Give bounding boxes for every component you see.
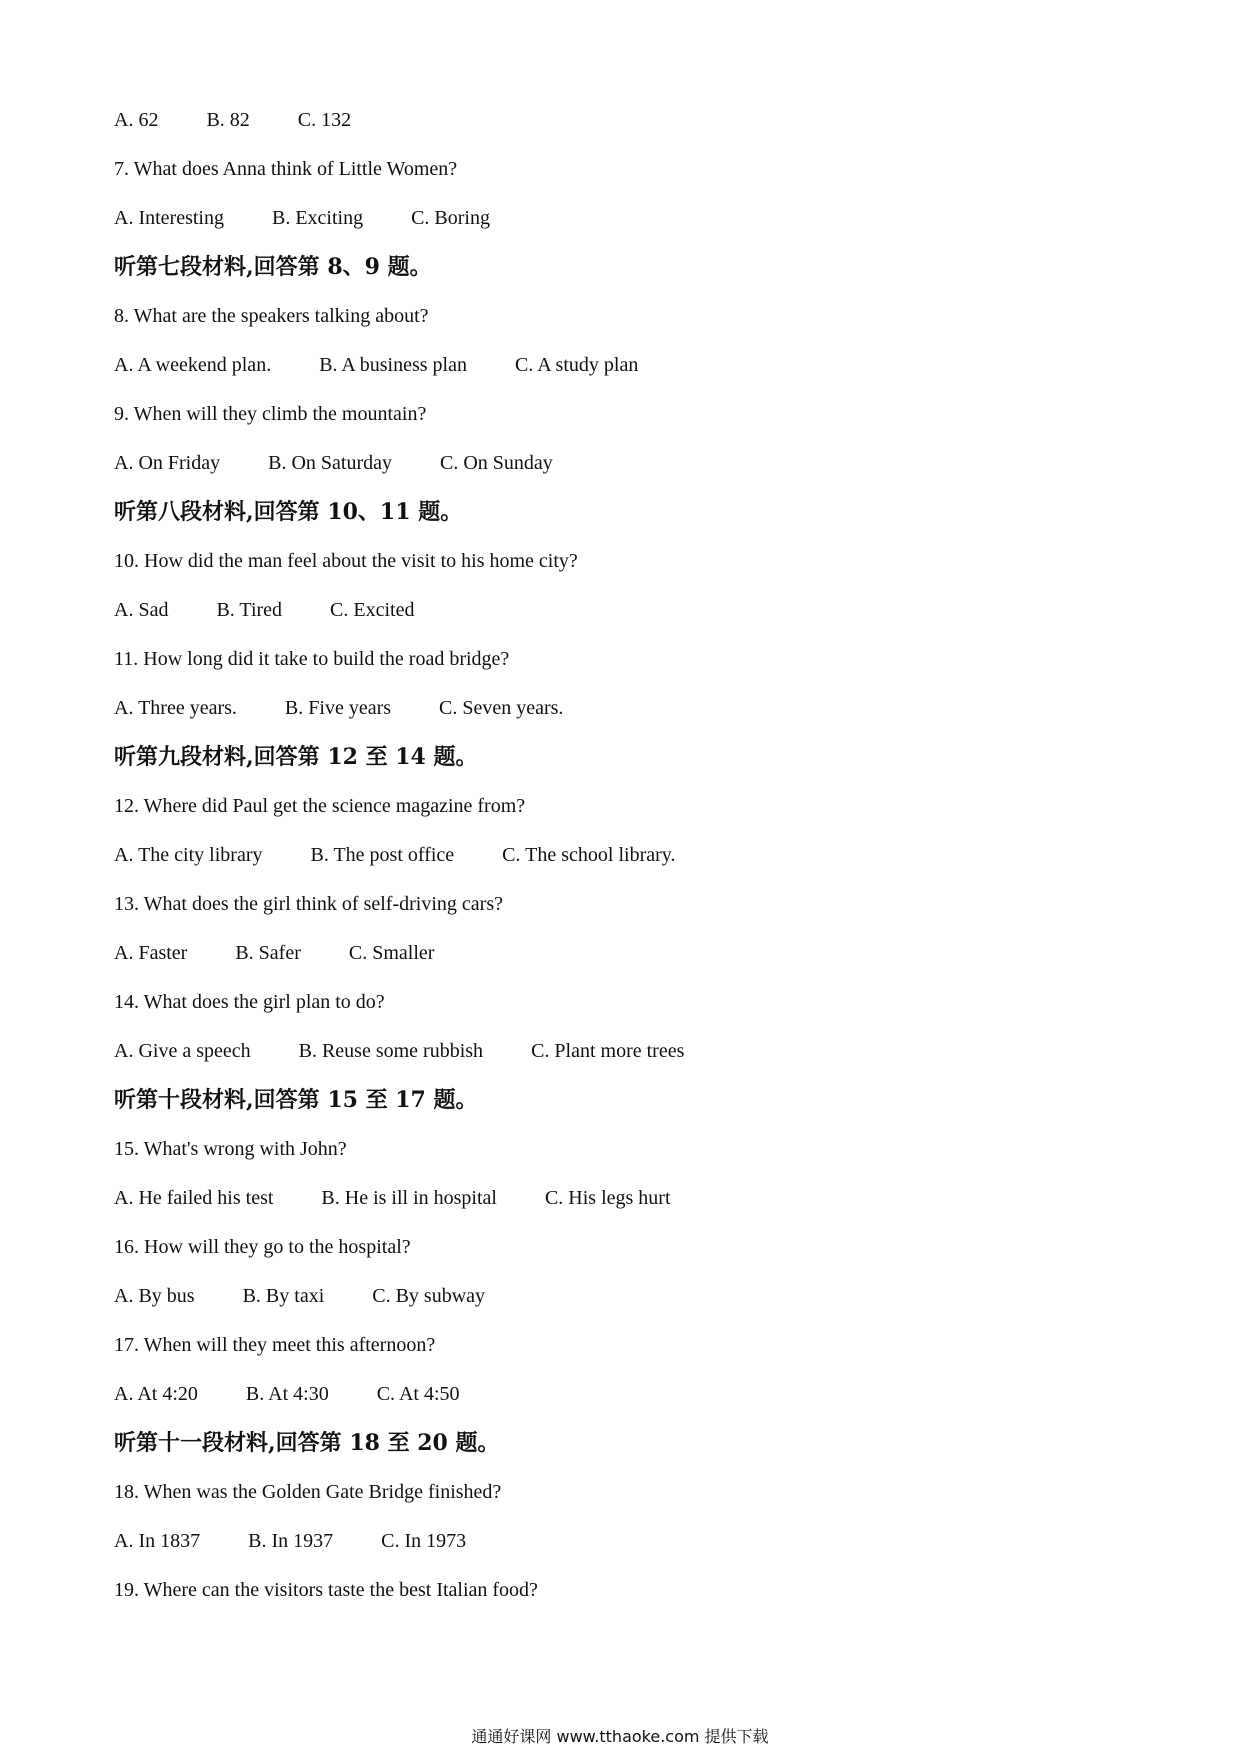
answer-option: C. Seven years. <box>439 697 564 719</box>
answer-option: A. Three years. <box>114 697 237 719</box>
answer-option: B. Reuse some rubbish <box>298 1040 484 1062</box>
answer-options <box>114 1174 1134 1223</box>
answer-option: C. By subway <box>372 1285 486 1307</box>
answer-option: B. Tired <box>216 599 283 621</box>
answer-option: C. 132 <box>297 109 352 131</box>
answer-options <box>114 1027 1134 1076</box>
section-heading: 听第八段材料,回答第 10、11 题。 <box>114 499 463 525</box>
question-text: 11. How long did it take to build the road bridge? <box>114 648 510 670</box>
answer-options <box>114 439 1134 488</box>
answer-options <box>114 684 1134 733</box>
answer-options <box>114 929 1134 978</box>
answer-option: A. In 1837 <box>114 1530 201 1552</box>
answer-options <box>114 341 1134 390</box>
answer-option: A. A weekend plan. <box>114 354 272 376</box>
question-text: 9. When will they climb the mountain? <box>114 403 427 425</box>
answer-option: B. He is ill in hospital <box>321 1187 497 1209</box>
question-text: 13. What does the girl think of self-driving cars? <box>114 893 503 915</box>
answer-option: B. Safer <box>235 942 301 964</box>
answer-option: A. 62 <box>114 109 159 131</box>
answer-option: A. Sad <box>114 599 169 621</box>
answer-option: B. Five years <box>284 697 392 719</box>
question-text: 8. What are the speakers talking about? <box>114 305 429 327</box>
answer-option: B. On Saturday <box>268 452 392 474</box>
question-list <box>114 96 1134 1615</box>
question-text: 16. How will they go to the hospital? <box>114 1236 411 1258</box>
question-text: 7. What does Anna think of Little Women? <box>114 158 458 180</box>
answer-option: B. By taxi <box>242 1285 325 1307</box>
answer-options <box>114 1517 1134 1566</box>
section-heading: 听第十段材料,回答第 15 至 17 题。 <box>114 1087 478 1113</box>
question-text: 17. When will they meet this afternoon? <box>114 1334 436 1356</box>
answer-option: C. Excited <box>330 599 415 621</box>
answer-option: A. He failed his test <box>114 1187 274 1209</box>
answer-option: B. The post office <box>310 844 455 866</box>
document-page <box>114 96 1134 1615</box>
answer-option: B. 82 <box>206 109 250 131</box>
answer-options <box>114 96 1134 145</box>
answer-options <box>114 194 1134 243</box>
answer-option: C. A study plan <box>514 354 639 376</box>
answer-option: C. His legs hurt <box>544 1187 671 1209</box>
answer-option: A. Faster <box>114 942 188 964</box>
answer-options <box>114 831 1134 880</box>
answer-option: A. The city library <box>114 844 263 866</box>
answer-option: C. Smaller <box>348 942 435 964</box>
answer-option: B. At 4:30 <box>245 1383 329 1405</box>
question-text: 19. Where can the visitors taste the best Italian food? <box>114 1579 538 1601</box>
answer-option: A. On Friday <box>114 452 221 474</box>
answer-options <box>114 1370 1134 1419</box>
question-text: 15. What's wrong with John? <box>114 1138 347 1160</box>
question-text: 12. Where did Paul get the science magazine from? <box>114 795 526 817</box>
answer-option: A. By bus <box>114 1285 195 1307</box>
page-footer: 通通好课网 www.tthaoke.com 提供下载 <box>471 1727 769 1746</box>
section-heading: 听第七段材料,回答第 8、9 题。 <box>114 254 432 280</box>
question-text: 10. How did the man feel about the visit to his home city? <box>114 550 578 572</box>
section-heading: 听第九段材料,回答第 12 至 14 题。 <box>114 744 478 770</box>
section-heading: 听第十一段材料,回答第 18 至 20 题。 <box>114 1430 500 1456</box>
answer-option: B. A business plan <box>319 354 467 376</box>
question-text: 18. When was the Golden Gate Bridge finished? <box>114 1481 502 1503</box>
question-text: 14. What does the girl plan to do? <box>114 991 385 1013</box>
answer-option: C. In 1973 <box>381 1530 467 1552</box>
answer-options <box>114 1272 1134 1321</box>
answer-option: A. Interesting <box>114 207 224 229</box>
answer-option: C. On Sunday <box>440 452 553 474</box>
answer-option: B. Exciting <box>271 207 364 229</box>
answer-option: B. In 1937 <box>248 1530 334 1552</box>
answer-options <box>114 586 1134 635</box>
answer-option: A. At 4:20 <box>114 1383 198 1405</box>
answer-option: C. Boring <box>411 207 490 229</box>
answer-option: C. At 4:50 <box>376 1383 460 1405</box>
answer-option: C. Plant more trees <box>531 1040 685 1062</box>
answer-option: A. Give a speech <box>114 1040 251 1062</box>
answer-option: C. The school library. <box>502 844 676 866</box>
